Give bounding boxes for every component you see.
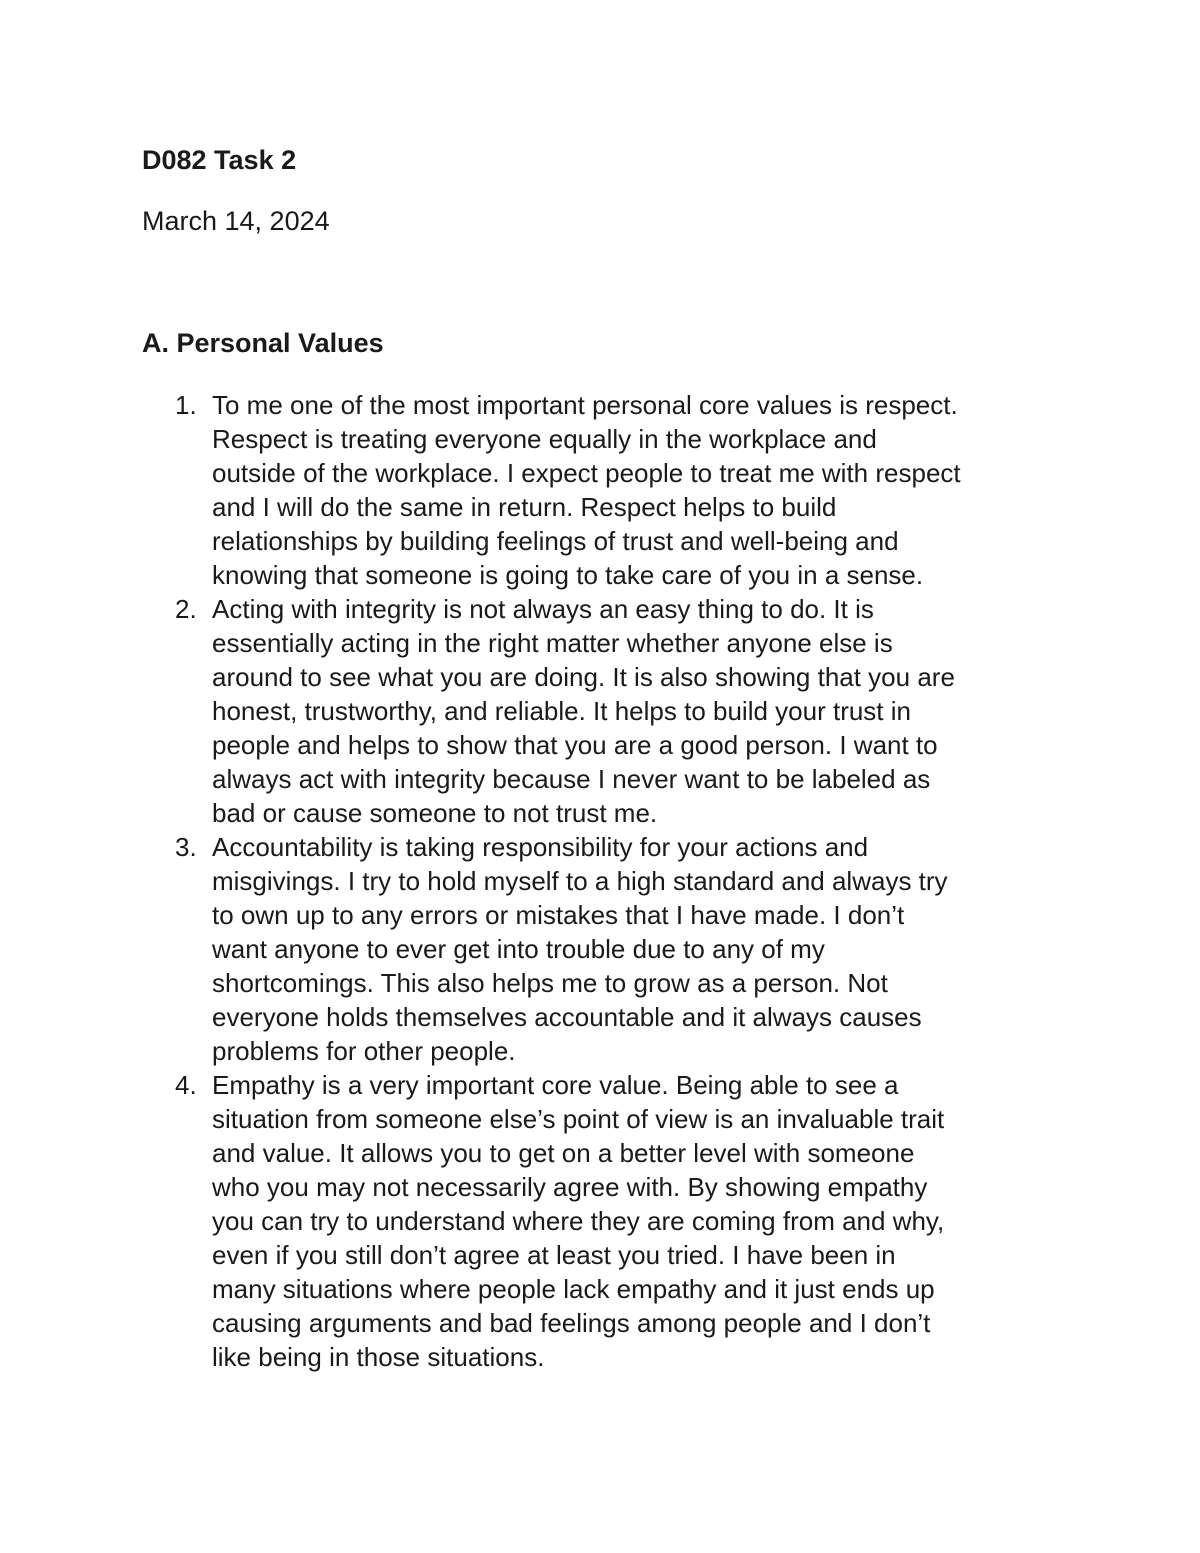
list-item-line: who you may not necessarily agree with. By showing empathy [212, 1172, 928, 1202]
list-item-line: and I will do the same in return. Respect helps to build [212, 492, 837, 522]
list-item-line: causing arguments and bad feelings among people and I don’t [212, 1308, 931, 1338]
list-item-line: To me one of the most important personal core values is respect. [212, 390, 958, 420]
list-item-line: everyone holds themselves accountable and it always causes [212, 1002, 922, 1032]
personal-values-list [0, 388, 1200, 1374]
list-item-line: misgivings. I try to hold myself to a high standard and always try [212, 866, 948, 896]
list-item-line: bad or cause someone to not trust me. [212, 798, 658, 828]
list-item-line: problems for other people. [212, 1036, 516, 1066]
list-item-line: and value. It allows you to get on a better level with someone [212, 1138, 915, 1168]
list-item-number: 2. [175, 594, 197, 624]
list-item-line: essentially acting in the right matter whether anyone else is [212, 628, 893, 658]
list-item-line: even if you still don’t agree at least you tried. I have been in [212, 1240, 896, 1270]
list-item-line: honest, trustworthy, and reliable. It helps to build your trust in [212, 696, 911, 726]
document-title: D082 Task 2 [142, 145, 297, 175]
list-item-line: knowing that someone is going to take care of you in a sense. [212, 560, 924, 590]
list-item-line: Accountability is taking responsibility for your actions and [212, 832, 869, 862]
list-item-line: Acting with integrity is not always an easy thing to do. It is [212, 594, 874, 624]
list-item-line: want anyone to ever get into trouble due to any of my [212, 934, 825, 964]
list-item [0, 1068, 1072, 1374]
list-item-line: outside of the workplace. I expect people to treat me with respect [212, 458, 961, 488]
list-item-number: 1. [175, 390, 197, 420]
list-item-number: 3. [175, 832, 197, 862]
list-item-line: to own up to any errors or mistakes that I have made. I don’t [212, 900, 905, 930]
list-item-line: people and helps to show that you are a good person. I want to [212, 730, 938, 760]
list-item-line: you can try to understand where they are coming from and why, [212, 1206, 945, 1236]
list-item-line: situation from someone else’s point of view is an invaluable trait [212, 1104, 945, 1134]
list-item-line: Empathy is a very important core value. Being able to see a [212, 1070, 899, 1100]
document-date: March 14, 2024 [142, 206, 330, 236]
list-item-line: shortcomings. This also helps me to grow as a person. Not [212, 968, 888, 998]
list-item-number: 4. [175, 1070, 197, 1100]
list-item [0, 830, 1072, 1068]
list-item-line: around to see what you are doing. It is also showing that you are [212, 662, 955, 692]
list-item-line: like being in those situations. [212, 1342, 545, 1372]
section-heading: A. Personal Values [142, 328, 384, 358]
list-item [0, 592, 1072, 830]
list-item-line: always act with integrity because I never want to be labeled as [212, 764, 931, 794]
list-item-line: relationships by building feelings of trust and well-being and [212, 526, 899, 556]
list-item-line: Respect is treating everyone equally in the workplace and [212, 424, 877, 454]
list-item-line: many situations where people lack empathy and it just ends up [212, 1274, 935, 1304]
list-item [0, 388, 1072, 592]
